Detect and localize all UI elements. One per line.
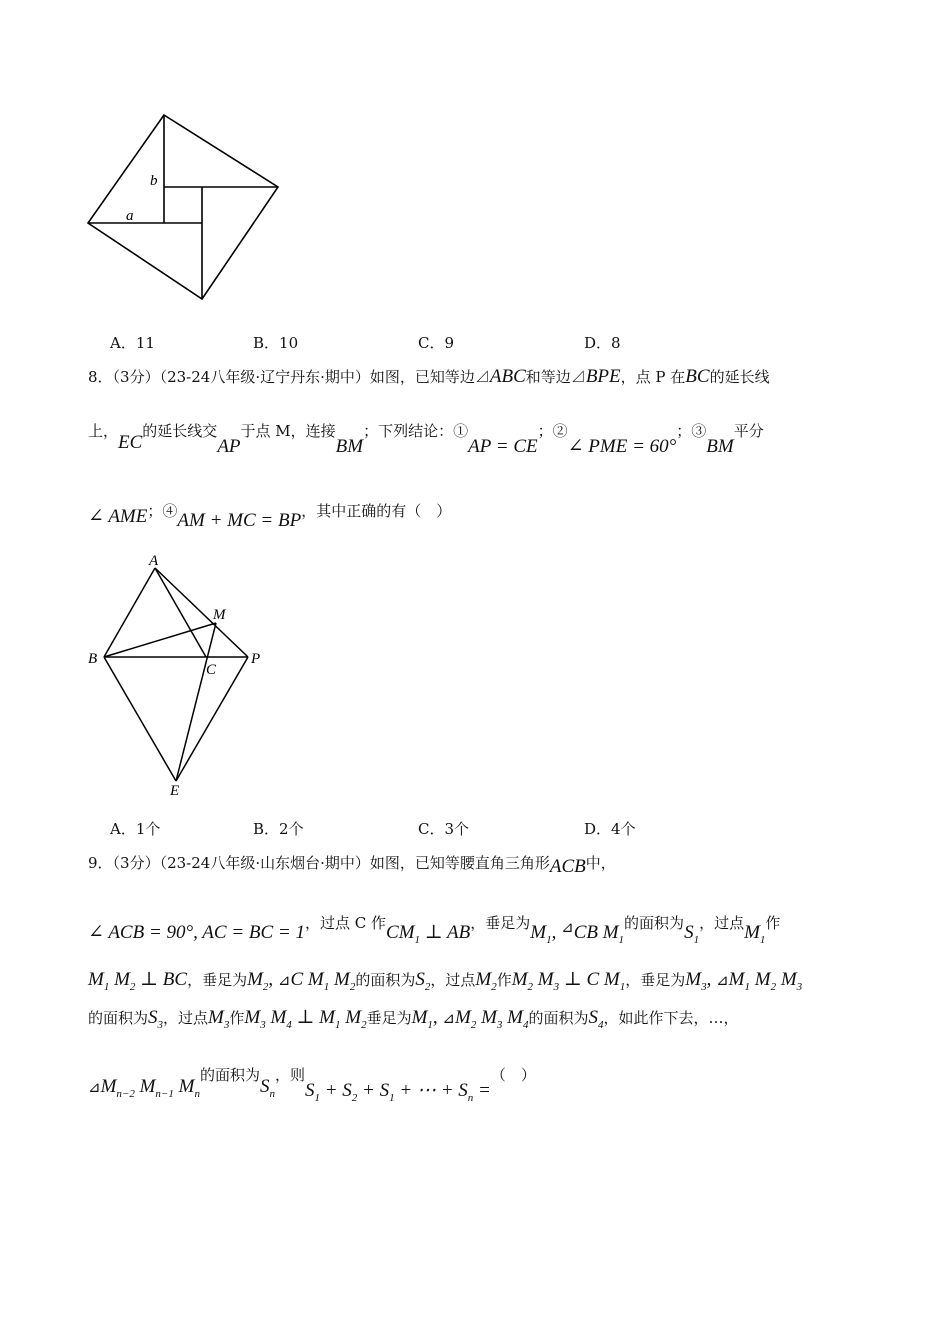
q9-sn: $S_n$ xyxy=(259,1076,275,1100)
q8-line-2 xyxy=(88,420,764,458)
q8-l2-conclusions: ；下列结论：① xyxy=(363,422,469,440)
q9-sum: $S_1 + S_2 + S_1$ + ⋯ + $S_n$ = xyxy=(304,1080,491,1104)
q8-option-d: D．4个 xyxy=(584,820,636,838)
triangle-icon: ⊿ xyxy=(88,1078,101,1096)
q9-s4: $S_4$ xyxy=(588,1007,604,1031)
q8-c3: BM xyxy=(706,436,734,457)
q7-option-a: A．11 xyxy=(110,334,155,352)
q8-label-p: P xyxy=(251,651,261,667)
q9-l4-mid: ，过点 xyxy=(163,1009,209,1027)
q8-ec: EC xyxy=(118,432,143,453)
q8-seg-be xyxy=(104,657,176,781)
q8-label-m: M xyxy=(213,607,226,623)
triangle-icon: ⊿ xyxy=(474,368,490,386)
q7-label-b: b xyxy=(150,173,158,189)
q9-line-2: ∠ ACB = 90°, AC = BC = 1，过点 C 作$CM_1$ ⊥ AB，垂足为$M_1$, ⊿CB $M_1$的面积为$S_1$，过点$M_1$作 xyxy=(88,914,781,946)
q9-l3-zuo: 作 xyxy=(496,971,512,989)
q9-l5-end: （ ） xyxy=(490,1066,536,1084)
q9-cm1m2: C $M_1$ $M_2$ xyxy=(290,969,356,993)
q9-m1: $M_1$ xyxy=(530,922,552,946)
q7-label-a: a xyxy=(126,208,134,224)
triangle-icon: ⊿ xyxy=(561,918,574,936)
q8-label-a: A xyxy=(149,553,159,569)
q9-l4-area: 的面积为 xyxy=(528,1009,589,1027)
q9-cbm1: CB $M_1$ xyxy=(573,922,625,946)
q9-l2-c: 的面积为 xyxy=(624,914,685,932)
q9-l4-end: ，如此作下去，…， xyxy=(603,1009,739,1027)
q8-l3-end: ，其中正确的有（ ） xyxy=(301,502,452,520)
q8-tri1: ABC xyxy=(489,366,526,387)
q7-figure xyxy=(80,108,290,308)
q9-cond: ∠ ACB = 90°, AC = BC = 1 xyxy=(88,922,305,943)
q9-prefix: 9．（3分）（23-24八年级·山东烟台·期中）如图，已知等腰直角三角形 xyxy=(88,854,550,872)
q9-l3-end: ，垂足为 xyxy=(625,971,686,989)
triangle-icon: ⊿ xyxy=(277,971,291,989)
q9-m1b: $M_1$ xyxy=(744,922,766,946)
q9-m2m3: $M_2$ $M_3$ ⊥ C $M_1$ xyxy=(511,969,626,993)
q8-seg-ap xyxy=(155,568,248,657)
q9-m2b: $M_2$ xyxy=(475,969,497,993)
q8-ext-line: 的延长线 xyxy=(709,368,770,386)
q9-l2-b: ，垂足为 xyxy=(470,914,531,932)
q9-l5-area: 的面积为 xyxy=(199,1066,260,1084)
q8-label-e: E xyxy=(170,783,180,799)
q7-option-d: D．8 xyxy=(584,334,621,352)
q8-seg-ac xyxy=(155,568,206,657)
q8-label-c: C xyxy=(206,662,217,678)
q8-prefix: 8．（3分）（23-24八年级·辽宁丹东·期中）如图，已知等边 xyxy=(88,368,475,386)
q9-line-5 xyxy=(88,1064,536,1104)
q9-l4-start: 的面积为 xyxy=(88,1009,149,1027)
q9-line-1 xyxy=(88,852,616,878)
triangle-icon: ⊿ xyxy=(570,368,586,386)
q9-line-3: $M_1$ $M_2$ ⊥ BC，垂足为$M_2$, ⊿C $M_1$ $M_2$的面积为$S_2$，过点$M_2$作$M_2$ $M_3$ ⊥ C $M_1$，垂足为$M_3$, $⊿M_1$ $M_2$ $M_3$ xyxy=(88,969,803,993)
q8-bc: BC xyxy=(685,366,710,387)
q9-m2: $M_2$ xyxy=(247,969,269,993)
q8-option-c: C．3个 xyxy=(418,820,470,838)
q9-m1c: $M_1$ xyxy=(411,1007,433,1031)
q8-bm: BM xyxy=(335,436,364,457)
q8-c3-mark: ；③ xyxy=(676,422,707,440)
q9-m3m4: $M_3$ $M_4$ ⊥ $M_1$ $M_2$ xyxy=(244,1007,367,1031)
q8-c4-mark: ；④ xyxy=(147,502,178,520)
q8-l2-at-m: 于点 M，连接 xyxy=(240,422,336,440)
q9-cm1: $CM_1$ ⊥ AB xyxy=(386,922,471,946)
q8-tri2: BPE xyxy=(585,366,621,387)
q8-label-b: B xyxy=(88,651,98,667)
q9-acb: ACB xyxy=(549,856,586,877)
q9-m1m2m3: $M_1$ $M_2$ $M_3$ xyxy=(728,969,803,993)
q8-line-3 xyxy=(88,500,451,532)
q8-c2: ∠ PME = 60° xyxy=(567,436,677,457)
triangle-icon: ⊿ xyxy=(442,1009,455,1027)
q9-s1: $S_1$ xyxy=(684,922,700,946)
q7-option-c: C．9 xyxy=(418,334,455,352)
q9-mn: $M_{n-2}$ $M_{n-1}$ $M_n$ xyxy=(100,1076,200,1100)
q8-l2-ext: 的延长线交 xyxy=(142,422,218,440)
q9-line-4: 的面积为$S_3$，过点$M_3$作$M_3$ $M_4$ ⊥ $M_1$ $M_2$垂足为$M_1$, $⊿M_2$ $M_3$ $M_4$的面积为$S_4$，如此作下去，…， xyxy=(88,1007,739,1031)
q9-l3-perp: ，垂足为 xyxy=(187,971,248,989)
q8-option-a: A．1个 xyxy=(110,820,161,838)
q8-c2-mark: ；② xyxy=(537,422,568,440)
q9-l4-zuo: 作 xyxy=(229,1009,245,1027)
q9-l5-then: ，则 xyxy=(274,1066,305,1084)
q8-figure xyxy=(82,548,282,803)
q9-l3-mid: ，过点 xyxy=(430,971,476,989)
q8-bisect: 平分 xyxy=(733,422,764,440)
q9-m1m2-bc: $M_1$ $M_2$ ⊥ BC xyxy=(88,969,188,993)
q9-m3b: $M_3$ xyxy=(208,1007,230,1031)
q8-and: 和等边 xyxy=(525,368,571,386)
q8-line-1 xyxy=(88,366,770,388)
q9-s2: $S_2$ xyxy=(415,969,431,993)
q9-m3: $M_3$ xyxy=(685,969,707,993)
q9-l3-area: 的面积为 xyxy=(355,971,416,989)
q8-c4: AM + MC = BP xyxy=(177,510,302,531)
q7-option-b: B．10 xyxy=(253,334,299,352)
q8-l2-on: 上， xyxy=(88,422,119,440)
q8-ap: AP xyxy=(217,436,241,457)
q8-point-p: ，点 P 在 xyxy=(620,368,686,386)
q9-l2-d: ，过点 xyxy=(699,914,745,932)
q8-option-b: B．2个 xyxy=(253,820,304,838)
q8-angle-ame: ∠ AME xyxy=(88,506,148,527)
q9-zhong: 中， xyxy=(585,854,616,872)
q8-c1: AP = CE xyxy=(468,436,538,457)
q7-outer-square xyxy=(88,115,278,299)
q9-zuo: 作 xyxy=(765,914,781,932)
q9-s3: $S_3$ xyxy=(148,1007,164,1031)
triangle-icon: ⊿ xyxy=(716,971,729,989)
q9-m2m3m4: $M_2$ $M_3$ $M_4$ xyxy=(454,1007,529,1031)
q9-l4-foot: 垂足为 xyxy=(366,1009,412,1027)
q8-seg-em xyxy=(176,623,216,781)
q9-l2-a: ，过点 C 作 xyxy=(305,914,387,932)
